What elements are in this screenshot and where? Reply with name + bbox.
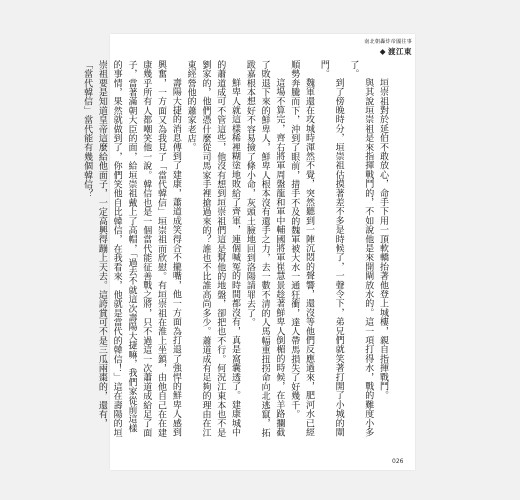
- paragraph: 到了傍晚時分，垣崇祖估摸著差不多是時候了，一聲令下，弟兄們就笑著打開了小城的閘門。: [318, 60, 344, 437]
- book-title: 南北朝轟炸帝國往事: [364, 39, 412, 45]
- paragraph: 與其說垣崇祖是來指揮戰鬥的，不如說他是來開閘放水的。這一項打得水，戰的難度小多了。: [348, 60, 374, 437]
- page-number: 026: [392, 458, 404, 465]
- chapter-title-text: 渡江東: [388, 47, 412, 56]
- chapter-title: [364, 46, 412, 57]
- running-header: [364, 38, 412, 57]
- paragraph: 魏軍還在攻城時渾然不覺，突然聽到一陣沉悶的聲響，還沒等他們反應過來，肥河水已經順勢奔騰而下，沖到了眼前，措手不及的魏軍被大水一通狂衝，達人帶馬損失了好幾千。: [289, 60, 315, 437]
- paragraph: 垣崇祖對於延伯不敢放心，命手下用一頂軟轎抬著他登上城樓，親自指揮戰鬥。: [378, 78, 388, 400]
- paragraph: 壽陽大捷的消息傳到了建康，蕭道成笑得合不攏嘴，他一方面為打退了強悍的鮮卑人感到興奮，一方面又為我見了「當代韓信」垣崇祖而欣慰。有垣崇祖在淮上坐鎮，由他自己在在建康幾乎所有人都嘲笑他一說。韓信也是一個當代能征善戰之將，只不過這一次蕭道成給足了面子，當著滿朝大臣的面，給垣崇祖戴上了高帽，「過去不就這次壽陽大捷嘛，我們家從前這樣的事情，果然就做到了，你們笑他自比韓信，在我看來，他就是當代的韓信！」這在壽陽的垣崇祖要是知道皇帝這麼給他面子，一定高興得蹦上天去。這誇賞可不是三瓜兩棗的，還有，「當代韓信」當代能有幾個韓信？: [82, 60, 181, 438]
- body-text: [82, 60, 390, 440]
- paragraph: 這場不算完，齊右將軍周盤龍和軍中輔國將軍崔慧景趁著鮮卑人倒楣的時候，在羊路攔截了敗退下來的鮮卑人，鮮卑人根本沒有還手之力，去一數不清的人馬幅重扭拐命向北逃竄，拓跋嘉根本想好不容易撿了條小命，灰頭土臉地回到洛陽請罪去了。: [244, 60, 285, 438]
- paragraph: 鮮卑人就這樣稀裡糊塗地敗給了齊軍，連個喊冤的時間都沒有，真是窩囊透了。建康城中的蕭道成可不管這些，他沒有想到垣崇祖們這是幫他的地盤，卻把也不行。何況江東本也不是劉家的，他們憑什麼從司馬家手裡搶過來的？誰也不比誰高尚多少。蕭道成有足夠的理由在江東經營他的蕭家老店。: [185, 60, 241, 438]
- chapter-ornament-icon: ◆: [379, 47, 386, 56]
